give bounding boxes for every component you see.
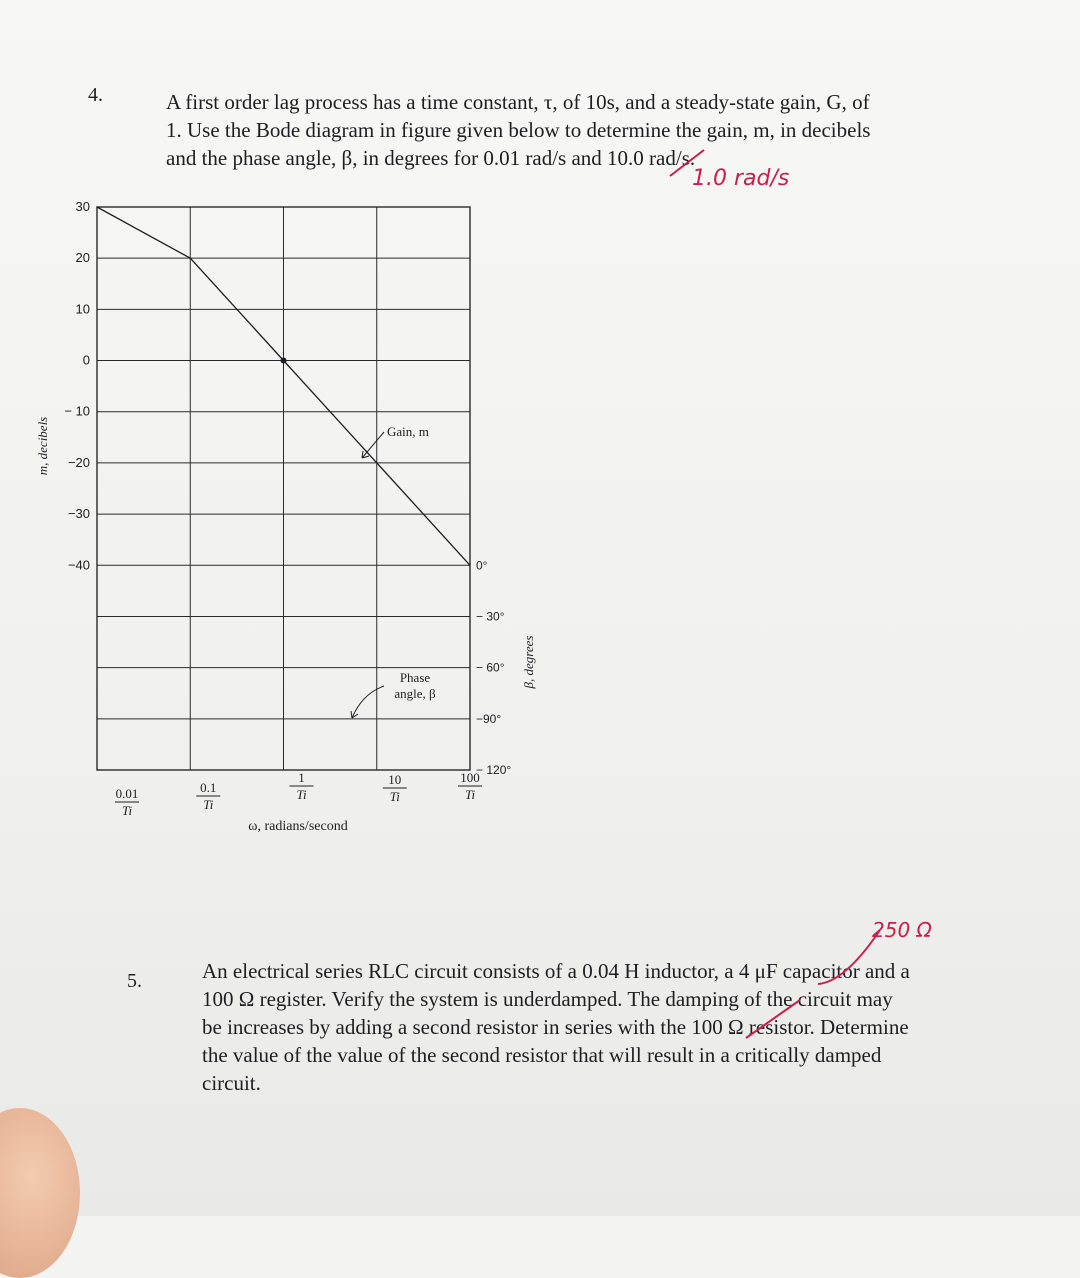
y-left-tick-label: − 10 xyxy=(64,403,90,419)
ink-pointer-stroke xyxy=(746,1000,800,1038)
y-right-tick-label: − 120° xyxy=(476,763,512,777)
y-left-tick-label: 30 xyxy=(75,199,90,214)
y-left-tick-label: 10 xyxy=(75,301,90,317)
x-tick-numerator: 0.1 xyxy=(200,780,217,795)
x-tick-denominator: Ti xyxy=(121,803,133,818)
phase-label-line-2: angle, β xyxy=(394,686,436,701)
x-tick-numerator: 1 xyxy=(298,770,305,785)
question-4-line: and the phase angle, β, in degrees for 0.01 rad/s and 10.0 rad/s. xyxy=(166,146,696,170)
y-left-tick-label: −40 xyxy=(67,557,90,573)
question-5-line: 100 Ω register. Verify the system is underdamped. The damping of the circuit may xyxy=(202,987,893,1011)
y-right-tick-label: −90° xyxy=(476,711,502,726)
x-tick-numerator: 100 xyxy=(460,770,480,785)
question-5-line: circuit. xyxy=(202,1071,261,1095)
y-left-tick-label: −20 xyxy=(67,454,90,470)
question-4-number: 4. xyxy=(88,84,103,106)
y-right-axis-label: β, degrees xyxy=(521,635,536,689)
question-5-line: the value of the value of the second resistor that will result in a critically damped xyxy=(202,1043,882,1067)
question-5-line: be increases by adding a second resistor in series with the 100 Ω resistor. Determine xyxy=(202,1015,909,1039)
y-right-tick-label: − 30° xyxy=(476,609,505,624)
ink-strike-10 xyxy=(670,150,704,176)
handwritten-note-rad: 1.0 rad/s xyxy=(692,166,790,191)
y-left-tick-label: 20 xyxy=(75,250,90,266)
question-4-line: A first order lag process has a time constant, τ, of 10s, and a steady-state gain, G, of xyxy=(166,90,870,114)
question-4-line: 1. Use the Bode diagram in figure given below to determine the gain, m, in decibels xyxy=(166,118,871,142)
y-left-tick-label: −30 xyxy=(67,506,90,522)
x-tick-denominator: Ti xyxy=(296,787,307,802)
x-tick-numerator: 10 xyxy=(388,772,402,787)
question-5-line: An electrical series RLC circuit consists of a 0.04 H inductor, a 4 μF capacitor and a xyxy=(202,959,910,983)
y-right-tick-label: 0° xyxy=(476,558,488,573)
y-left-axis-label: m, decibels xyxy=(35,416,50,476)
x-tick-numerator: 0.01 xyxy=(115,786,139,801)
x-tick-denominator: Ti xyxy=(389,789,400,804)
y-left-tick-label: 0 xyxy=(82,352,90,368)
y-right-tick-label: − 60° xyxy=(476,660,505,675)
gain-label: Gain, m xyxy=(387,424,429,439)
x-tick-denominator: Ti xyxy=(464,787,476,802)
question-5-number: 5. xyxy=(127,970,142,992)
phase-label-line-1: Phase xyxy=(399,670,431,685)
ink-pointer-stroke xyxy=(818,930,880,984)
x-tick-denominator: Ti xyxy=(203,797,214,812)
handwritten-note-resistance: 250 Ω xyxy=(872,918,932,942)
x-axis-label: ω, radians/second xyxy=(248,819,348,834)
